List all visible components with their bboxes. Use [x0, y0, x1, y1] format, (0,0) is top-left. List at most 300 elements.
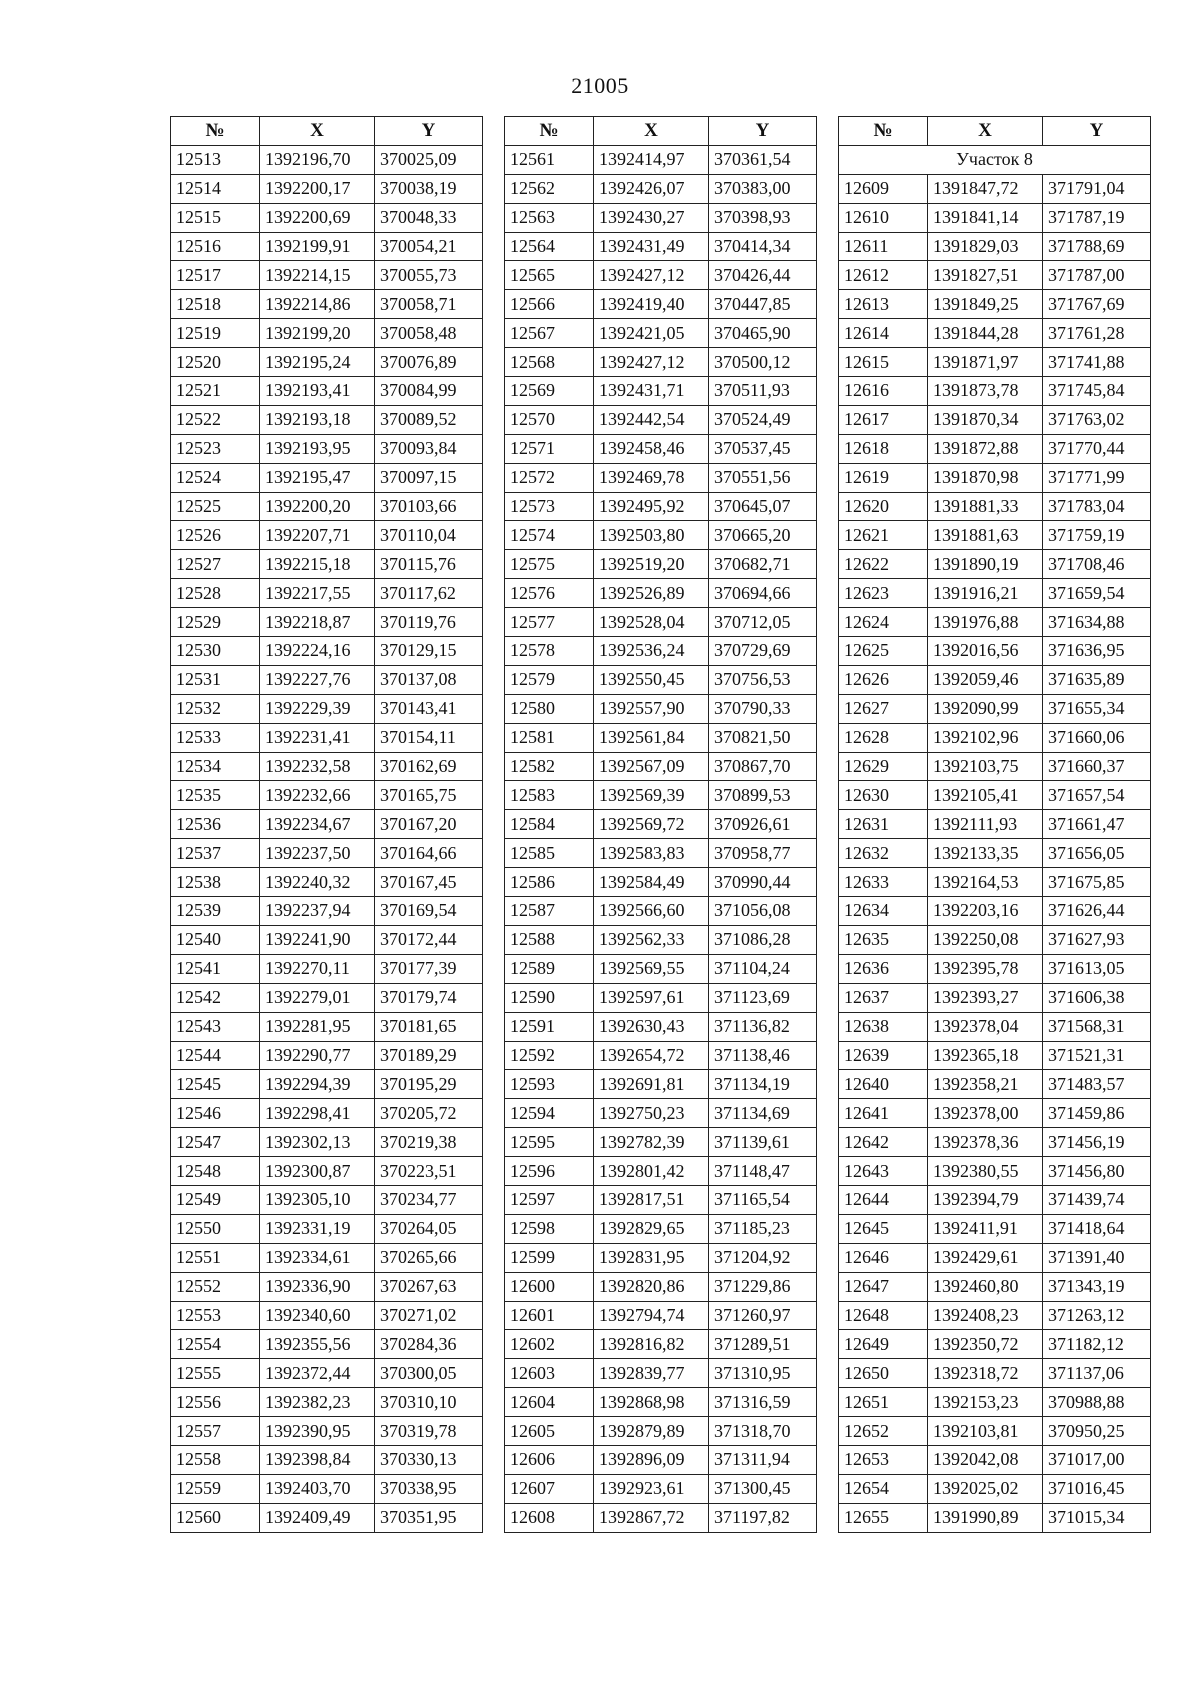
- x-coordinate-cell: 1391881,33: [928, 492, 1043, 521]
- section-label: Участок 8: [839, 145, 1151, 174]
- table-row: [171, 665, 483, 694]
- table-row: [839, 1099, 1151, 1128]
- table-row: [171, 1359, 483, 1388]
- point-number-cell: 12636: [839, 954, 928, 983]
- x-coordinate-cell: 1392380,55: [928, 1157, 1043, 1186]
- table-row: [171, 261, 483, 290]
- x-coordinate-cell: 1392427,12: [594, 261, 709, 290]
- point-number-cell: 12582: [505, 752, 594, 781]
- table-row: [171, 1070, 483, 1099]
- table-row: [505, 1330, 817, 1359]
- table-row: [505, 1359, 817, 1388]
- table-row: [505, 174, 817, 203]
- y-coordinate-cell: 370867,70: [709, 752, 817, 781]
- header-number: №: [839, 117, 928, 146]
- y-coordinate-cell: 370524,49: [709, 405, 817, 434]
- table-row: [839, 608, 1151, 637]
- point-number-cell: 12551: [171, 1243, 260, 1272]
- x-coordinate-cell: 1391841,14: [928, 203, 1043, 232]
- y-coordinate-cell: 371136,82: [709, 1012, 817, 1041]
- point-number-cell: 12619: [839, 463, 928, 492]
- table-row: [505, 203, 817, 232]
- y-coordinate-cell: 371134,19: [709, 1070, 817, 1099]
- point-number-cell: 12610: [839, 203, 928, 232]
- point-number-cell: 12568: [505, 348, 594, 377]
- y-coordinate-cell: 370645,07: [709, 492, 817, 521]
- point-number-cell: 12555: [171, 1359, 260, 1388]
- x-coordinate-cell: 1392103,75: [928, 752, 1043, 781]
- y-coordinate-cell: 370899,53: [709, 781, 817, 810]
- table-row: [505, 1388, 817, 1417]
- x-coordinate-cell: 1392372,44: [260, 1359, 375, 1388]
- y-coordinate-cell: 370093,84: [375, 434, 483, 463]
- x-coordinate-cell: 1392867,72: [594, 1503, 709, 1532]
- point-number-cell: 12520: [171, 348, 260, 377]
- x-coordinate-cell: 1391976,88: [928, 608, 1043, 637]
- x-coordinate-cell: 1392430,27: [594, 203, 709, 232]
- table-row: [171, 319, 483, 348]
- table-row: [171, 1214, 483, 1243]
- x-coordinate-cell: 1392378,00: [928, 1099, 1043, 1128]
- point-number-cell: 12601: [505, 1301, 594, 1330]
- point-number-cell: 12548: [171, 1157, 260, 1186]
- point-number-cell: 12612: [839, 261, 928, 290]
- point-number-cell: 12541: [171, 954, 260, 983]
- point-number-cell: 12599: [505, 1243, 594, 1272]
- y-coordinate-cell: 371657,54: [1043, 781, 1151, 810]
- point-number-cell: 12614: [839, 319, 928, 348]
- y-coordinate-cell: 371418,64: [1043, 1214, 1151, 1243]
- point-number-cell: 12538: [171, 868, 260, 897]
- y-coordinate-cell: 370181,65: [375, 1012, 483, 1041]
- x-coordinate-cell: 1392458,46: [594, 434, 709, 463]
- table-row: [505, 1301, 817, 1330]
- point-number-cell: 12557: [171, 1417, 260, 1446]
- point-number-cell: 12611: [839, 232, 928, 261]
- x-coordinate-cell: 1392378,36: [928, 1128, 1043, 1157]
- point-number-cell: 12572: [505, 463, 594, 492]
- table-row: [505, 925, 817, 954]
- y-coordinate-cell: 371289,51: [709, 1330, 817, 1359]
- x-coordinate-cell: 1392358,21: [928, 1070, 1043, 1099]
- x-coordinate-cell: 1392409,49: [260, 1503, 375, 1532]
- point-number-cell: 12622: [839, 550, 928, 579]
- point-number-cell: 12583: [505, 781, 594, 810]
- x-coordinate-cell: 1392200,17: [260, 174, 375, 203]
- section-row: [839, 145, 1151, 174]
- x-coordinate-cell: 1392103,81: [928, 1417, 1043, 1446]
- y-coordinate-cell: 371318,70: [709, 1417, 817, 1446]
- table-row: [839, 550, 1151, 579]
- table-row: [839, 492, 1151, 521]
- header-x: X: [594, 117, 709, 146]
- y-coordinate-cell: 371627,93: [1043, 925, 1151, 954]
- point-number-cell: 12571: [505, 434, 594, 463]
- x-coordinate-cell: 1392340,60: [260, 1301, 375, 1330]
- point-number-cell: 12638: [839, 1012, 928, 1041]
- point-number-cell: 12523: [171, 434, 260, 463]
- x-coordinate-cell: 1392431,71: [594, 377, 709, 406]
- y-coordinate-cell: 370338,95: [375, 1474, 483, 1503]
- x-coordinate-cell: 1392426,07: [594, 174, 709, 203]
- table-row: [505, 261, 817, 290]
- x-coordinate-cell: 1391916,21: [928, 579, 1043, 608]
- x-coordinate-cell: 1392503,80: [594, 521, 709, 550]
- y-coordinate-cell: 371791,04: [1043, 174, 1151, 203]
- y-coordinate-cell: 371770,44: [1043, 434, 1151, 463]
- y-coordinate-cell: 370537,45: [709, 434, 817, 463]
- y-coordinate-cell: 370110,04: [375, 521, 483, 550]
- point-number-cell: 12655: [839, 1503, 928, 1532]
- table-row: [171, 1041, 483, 1070]
- table-row: [171, 608, 483, 637]
- table-row: [839, 290, 1151, 319]
- page-number: 21005: [571, 73, 629, 98]
- y-coordinate-cell: 371204,92: [709, 1243, 817, 1272]
- table-row: [839, 1243, 1151, 1272]
- point-number-cell: 12590: [505, 983, 594, 1012]
- table-row: [505, 348, 817, 377]
- table-row: [839, 637, 1151, 666]
- y-coordinate-cell: 371456,19: [1043, 1128, 1151, 1157]
- x-coordinate-cell: 1392536,24: [594, 637, 709, 666]
- y-coordinate-cell: 371391,40: [1043, 1243, 1151, 1272]
- point-number-cell: 12586: [505, 868, 594, 897]
- y-coordinate-cell: 370164,66: [375, 839, 483, 868]
- x-coordinate-cell: 1392398,84: [260, 1445, 375, 1474]
- table-row: [171, 983, 483, 1012]
- x-coordinate-cell: 1392281,95: [260, 1012, 375, 1041]
- point-number-cell: 12634: [839, 897, 928, 926]
- x-coordinate-cell: 1392630,43: [594, 1012, 709, 1041]
- table-row: [839, 723, 1151, 752]
- x-coordinate-cell: 1392355,56: [260, 1330, 375, 1359]
- y-coordinate-cell: 371761,28: [1043, 319, 1151, 348]
- x-coordinate-cell: 1391871,97: [928, 348, 1043, 377]
- table-row: [171, 290, 483, 319]
- point-number-cell: 12651: [839, 1388, 928, 1417]
- x-coordinate-cell: 1391881,63: [928, 521, 1043, 550]
- table-row: [505, 1012, 817, 1041]
- x-coordinate-cell: 1392153,23: [928, 1388, 1043, 1417]
- x-coordinate-cell: 1392016,56: [928, 637, 1043, 666]
- y-coordinate-cell: 371634,88: [1043, 608, 1151, 637]
- x-coordinate-cell: 1392203,16: [928, 897, 1043, 926]
- y-coordinate-cell: 370284,36: [375, 1330, 483, 1359]
- x-coordinate-cell: 1392382,23: [260, 1388, 375, 1417]
- table-row: [171, 1012, 483, 1041]
- y-coordinate-cell: 371613,05: [1043, 954, 1151, 983]
- table-row: [505, 1243, 817, 1272]
- y-coordinate-cell: 370551,56: [709, 463, 817, 492]
- point-number-cell: 12536: [171, 810, 260, 839]
- y-coordinate-cell: 370169,54: [375, 897, 483, 926]
- y-coordinate-cell: 370172,44: [375, 925, 483, 954]
- x-coordinate-cell: 1392427,12: [594, 348, 709, 377]
- point-number-cell: 12545: [171, 1070, 260, 1099]
- y-coordinate-cell: 370115,76: [375, 550, 483, 579]
- table-row: [171, 868, 483, 897]
- point-number-cell: 12620: [839, 492, 928, 521]
- point-number-cell: 12608: [505, 1503, 594, 1532]
- x-coordinate-cell: 1392105,41: [928, 781, 1043, 810]
- x-coordinate-cell: 1392528,04: [594, 608, 709, 637]
- x-coordinate-cell: 1392237,50: [260, 839, 375, 868]
- point-number-cell: 12576: [505, 579, 594, 608]
- point-number-cell: 12570: [505, 405, 594, 434]
- table-row: [839, 1474, 1151, 1503]
- point-number-cell: 12616: [839, 377, 928, 406]
- table-row: [171, 145, 483, 174]
- table-row: [171, 925, 483, 954]
- point-number-cell: 12537: [171, 839, 260, 868]
- point-number-cell: 12560: [171, 1503, 260, 1532]
- table-row: [505, 752, 817, 781]
- point-number-cell: 12591: [505, 1012, 594, 1041]
- y-coordinate-cell: 371741,88: [1043, 348, 1151, 377]
- y-coordinate-cell: 371260,97: [709, 1301, 817, 1330]
- x-coordinate-cell: 1392294,39: [260, 1070, 375, 1099]
- x-coordinate-cell: 1392217,55: [260, 579, 375, 608]
- y-coordinate-cell: 370167,20: [375, 810, 483, 839]
- y-coordinate-cell: 370426,44: [709, 261, 817, 290]
- point-number-cell: 12585: [505, 839, 594, 868]
- table-row: [171, 1474, 483, 1503]
- y-coordinate-cell: 370089,52: [375, 405, 483, 434]
- y-coordinate-cell: 370234,77: [375, 1185, 483, 1214]
- point-number-cell: 12628: [839, 723, 928, 752]
- table-row: [171, 1128, 483, 1157]
- point-number-cell: 12650: [839, 1359, 928, 1388]
- x-coordinate-cell: 1392566,60: [594, 897, 709, 926]
- y-coordinate-cell: 371568,31: [1043, 1012, 1151, 1041]
- point-number-cell: 12566: [505, 290, 594, 319]
- point-number-cell: 12605: [505, 1417, 594, 1446]
- x-coordinate-cell: 1392691,81: [594, 1070, 709, 1099]
- table-row: [505, 1099, 817, 1128]
- table-row: [171, 752, 483, 781]
- y-coordinate-cell: 371656,05: [1043, 839, 1151, 868]
- point-number-cell: 12517: [171, 261, 260, 290]
- y-coordinate-cell: 371771,99: [1043, 463, 1151, 492]
- table-row: [505, 1128, 817, 1157]
- table-row: [839, 203, 1151, 232]
- point-number-cell: 12554: [171, 1330, 260, 1359]
- table-row: [171, 1243, 483, 1272]
- y-coordinate-cell: 370129,15: [375, 637, 483, 666]
- table-row: [171, 174, 483, 203]
- x-coordinate-cell: 1392270,11: [260, 954, 375, 983]
- point-number-cell: 12567: [505, 319, 594, 348]
- table-row: [505, 868, 817, 897]
- table-row: [505, 1214, 817, 1243]
- y-coordinate-cell: 370084,99: [375, 377, 483, 406]
- y-coordinate-cell: 371783,04: [1043, 492, 1151, 521]
- x-coordinate-cell: 1392557,90: [594, 694, 709, 723]
- point-number-cell: 12546: [171, 1099, 260, 1128]
- table-row: [505, 1041, 817, 1070]
- point-number-cell: 12639: [839, 1041, 928, 1070]
- table-row: [171, 405, 483, 434]
- x-coordinate-cell: 1392395,78: [928, 954, 1043, 983]
- table-row: [505, 608, 817, 637]
- point-number-cell: 12644: [839, 1185, 928, 1214]
- table-row: [505, 1272, 817, 1301]
- y-coordinate-cell: 371521,31: [1043, 1041, 1151, 1070]
- point-number-cell: 12544: [171, 1041, 260, 1070]
- table-row: [171, 550, 483, 579]
- point-number-cell: 12613: [839, 290, 928, 319]
- x-coordinate-cell: 1392193,41: [260, 377, 375, 406]
- x-coordinate-cell: 1392199,91: [260, 232, 375, 261]
- x-coordinate-cell: 1392237,94: [260, 897, 375, 926]
- x-coordinate-cell: 1392654,72: [594, 1041, 709, 1070]
- point-number-cell: 12525: [171, 492, 260, 521]
- table-row: [839, 463, 1151, 492]
- x-coordinate-cell: 1391873,78: [928, 377, 1043, 406]
- y-coordinate-cell: 371660,06: [1043, 723, 1151, 752]
- x-coordinate-cell: 1392782,39: [594, 1128, 709, 1157]
- point-number-cell: 12623: [839, 579, 928, 608]
- point-number-cell: 12531: [171, 665, 260, 694]
- x-coordinate-cell: 1392393,27: [928, 983, 1043, 1012]
- header-y: Y: [375, 117, 483, 146]
- y-coordinate-cell: 371123,69: [709, 983, 817, 1012]
- x-coordinate-cell: 1392431,49: [594, 232, 709, 261]
- point-number-cell: 12574: [505, 521, 594, 550]
- table-row: [171, 579, 483, 608]
- y-coordinate-cell: 370048,33: [375, 203, 483, 232]
- table-row: [171, 1388, 483, 1417]
- table-row: [839, 839, 1151, 868]
- y-coordinate-cell: 370154,11: [375, 723, 483, 752]
- y-coordinate-cell: 370712,05: [709, 608, 817, 637]
- x-coordinate-cell: 1392411,91: [928, 1214, 1043, 1243]
- y-coordinate-cell: 371229,86: [709, 1272, 817, 1301]
- point-number-cell: 12562: [505, 174, 594, 203]
- point-number-cell: 12553: [171, 1301, 260, 1330]
- point-number-cell: 12564: [505, 232, 594, 261]
- point-number-cell: 12598: [505, 1214, 594, 1243]
- x-coordinate-cell: 1392214,15: [260, 261, 375, 290]
- y-coordinate-cell: 371017,00: [1043, 1445, 1151, 1474]
- x-coordinate-cell: 1392750,23: [594, 1099, 709, 1128]
- table-row: [839, 868, 1151, 897]
- table-row: [839, 1272, 1151, 1301]
- coordinates-table-3: [838, 116, 1151, 1533]
- table-row: [505, 1070, 817, 1099]
- point-number-cell: 12515: [171, 203, 260, 232]
- point-number-cell: 12596: [505, 1157, 594, 1186]
- x-coordinate-cell: 1392200,20: [260, 492, 375, 521]
- x-coordinate-cell: 1392839,77: [594, 1359, 709, 1388]
- point-number-cell: 12535: [171, 781, 260, 810]
- y-coordinate-cell: 370267,63: [375, 1272, 483, 1301]
- table-row: [839, 174, 1151, 203]
- table-row: [839, 1128, 1151, 1157]
- y-coordinate-cell: 371134,69: [709, 1099, 817, 1128]
- x-coordinate-cell: 1391872,88: [928, 434, 1043, 463]
- x-coordinate-cell: 1392133,35: [928, 839, 1043, 868]
- y-coordinate-cell: 370119,76: [375, 608, 483, 637]
- table-row: [171, 839, 483, 868]
- point-number-cell: 12561: [505, 145, 594, 174]
- y-coordinate-cell: 370414,34: [709, 232, 817, 261]
- x-coordinate-cell: 1392195,47: [260, 463, 375, 492]
- point-number-cell: 12604: [505, 1388, 594, 1417]
- table-row: [171, 232, 483, 261]
- x-coordinate-cell: 1392408,23: [928, 1301, 1043, 1330]
- y-coordinate-cell: 370195,29: [375, 1070, 483, 1099]
- point-number-cell: 12594: [505, 1099, 594, 1128]
- y-coordinate-cell: 370223,51: [375, 1157, 483, 1186]
- point-number-cell: 12606: [505, 1445, 594, 1474]
- point-number-cell: 12627: [839, 694, 928, 723]
- x-coordinate-cell: 1391890,19: [928, 550, 1043, 579]
- table-row: [171, 463, 483, 492]
- y-coordinate-cell: 370165,75: [375, 781, 483, 810]
- y-coordinate-cell: 370351,95: [375, 1503, 483, 1532]
- x-coordinate-cell: 1392817,51: [594, 1185, 709, 1214]
- y-coordinate-cell: 370926,61: [709, 810, 817, 839]
- x-coordinate-cell: 1392495,92: [594, 492, 709, 521]
- point-number-cell: 12573: [505, 492, 594, 521]
- table-row: [839, 1503, 1151, 1532]
- table-row: [839, 579, 1151, 608]
- y-coordinate-cell: 370319,78: [375, 1417, 483, 1446]
- point-number-cell: 12597: [505, 1185, 594, 1214]
- point-number-cell: 12569: [505, 377, 594, 406]
- y-coordinate-cell: 370950,25: [1043, 1417, 1151, 1446]
- y-coordinate-cell: 370054,21: [375, 232, 483, 261]
- x-coordinate-cell: 1392469,78: [594, 463, 709, 492]
- x-coordinate-cell: 1392829,65: [594, 1214, 709, 1243]
- y-coordinate-cell: 371086,28: [709, 925, 817, 954]
- point-number-cell: 12534: [171, 752, 260, 781]
- x-coordinate-cell: 1392421,05: [594, 319, 709, 348]
- x-coordinate-cell: 1392290,77: [260, 1041, 375, 1070]
- x-coordinate-cell: 1392090,99: [928, 694, 1043, 723]
- y-coordinate-cell: 370137,08: [375, 665, 483, 694]
- table-row: [171, 203, 483, 232]
- x-coordinate-cell: 1392567,09: [594, 752, 709, 781]
- y-coordinate-cell: 371138,46: [709, 1041, 817, 1070]
- point-number-cell: 12641: [839, 1099, 928, 1128]
- y-coordinate-cell: 370447,85: [709, 290, 817, 319]
- point-number-cell: 12563: [505, 203, 594, 232]
- x-coordinate-cell: 1392200,69: [260, 203, 375, 232]
- table-row: [171, 1272, 483, 1301]
- point-number-cell: 12645: [839, 1214, 928, 1243]
- table-row: [505, 954, 817, 983]
- table-row: [171, 434, 483, 463]
- y-coordinate-cell: 370790,33: [709, 694, 817, 723]
- point-number-cell: 12629: [839, 752, 928, 781]
- coordinates-table-1: [170, 116, 483, 1533]
- y-coordinate-cell: 371300,45: [709, 1474, 817, 1503]
- x-coordinate-cell: 1392831,95: [594, 1243, 709, 1272]
- x-coordinate-cell: 1392868,98: [594, 1388, 709, 1417]
- point-number-cell: 12648: [839, 1301, 928, 1330]
- point-number-cell: 12621: [839, 521, 928, 550]
- table-row: [839, 1214, 1151, 1243]
- x-coordinate-cell: 1392429,61: [928, 1243, 1043, 1272]
- point-number-cell: 12632: [839, 839, 928, 868]
- table-row: [839, 1417, 1151, 1446]
- table-row: [505, 781, 817, 810]
- point-number-cell: 12527: [171, 550, 260, 579]
- table-row: [171, 897, 483, 926]
